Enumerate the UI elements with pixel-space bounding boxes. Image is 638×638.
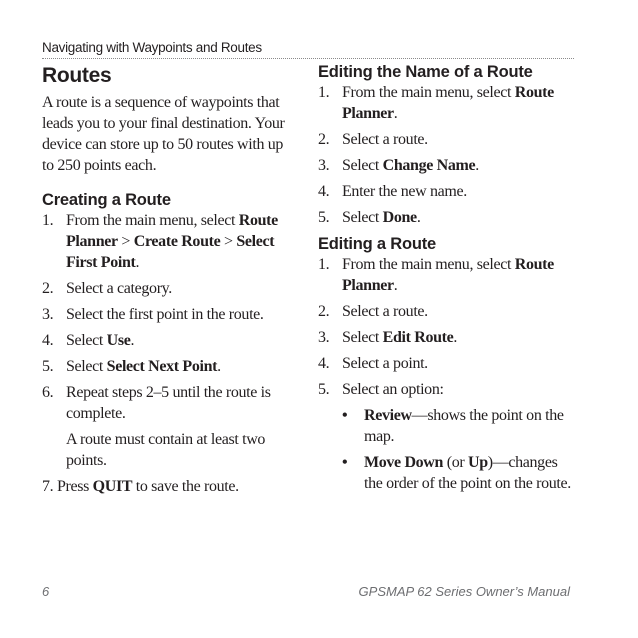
bullet-icon: • <box>342 407 348 424</box>
list-item: 4. Select Use. <box>42 332 135 349</box>
creating-route-steps <box>42 210 294 424</box>
list-item: 3. Select Change Name. <box>318 157 479 174</box>
list-item: 5. Select Select Next Point. <box>42 358 221 375</box>
page-number: 6 <box>42 584 50 599</box>
list-item: 1. From the main menu, select Route Planner. <box>318 84 554 122</box>
list-item: 3. Select the first point in the route. <box>42 306 264 323</box>
list-item: 6. Repeat steps 2–5 until the route is complete. <box>42 384 271 422</box>
editing-name-steps <box>318 82 576 228</box>
list-item: 5. Select Done. <box>318 209 421 226</box>
intro-paragraph: A route is a sequence of waypoints that leads you to your final destination. Your device can store up to 50 routes with up to 250 points each. <box>42 94 285 174</box>
list-item: 1. From the main menu, select Route Planner > Create Route > Select First Point. <box>42 212 278 271</box>
route-note: A route must contain at least two points. <box>66 431 266 469</box>
editing-name-heading: Editing the Name of a Route <box>318 63 533 81</box>
list-item: • Review—shows the point on the map. <box>342 407 564 445</box>
running-header: Navigating with Waypoints and Routes <box>42 40 262 55</box>
list-item: 3. Select Edit Route. <box>318 329 458 346</box>
creating-route-heading: Creating a Route <box>42 191 171 209</box>
right-column <box>318 62 576 499</box>
header-divider <box>42 58 574 59</box>
editing-route-steps <box>318 254 576 400</box>
left-column <box>42 62 294 497</box>
editing-route-heading: Editing a Route <box>318 235 436 253</box>
list-item: 2. Select a category. <box>42 280 172 297</box>
list-item: 4. Enter the new name. <box>318 183 467 200</box>
section-title: Routes <box>42 64 112 87</box>
list-item: 4. Select a point. <box>318 355 428 372</box>
list-item: 2. Select a route. <box>318 131 428 148</box>
edit-options-list <box>318 405 576 494</box>
manual-title: GPSMAP 62 Series Owner’s Manual <box>358 584 570 599</box>
bullet-icon: • <box>342 454 348 471</box>
list-item: 2. Select a route. <box>318 303 428 320</box>
save-route-step: 7. Press QUIT to save the route. <box>42 478 239 495</box>
list-item: • Move Down (or Up)—changes the order of the point on the route. <box>342 454 571 492</box>
list-item: 1. From the main menu, select Route Planner. <box>318 256 554 294</box>
list-item: 5. Select an option: <box>318 381 444 398</box>
